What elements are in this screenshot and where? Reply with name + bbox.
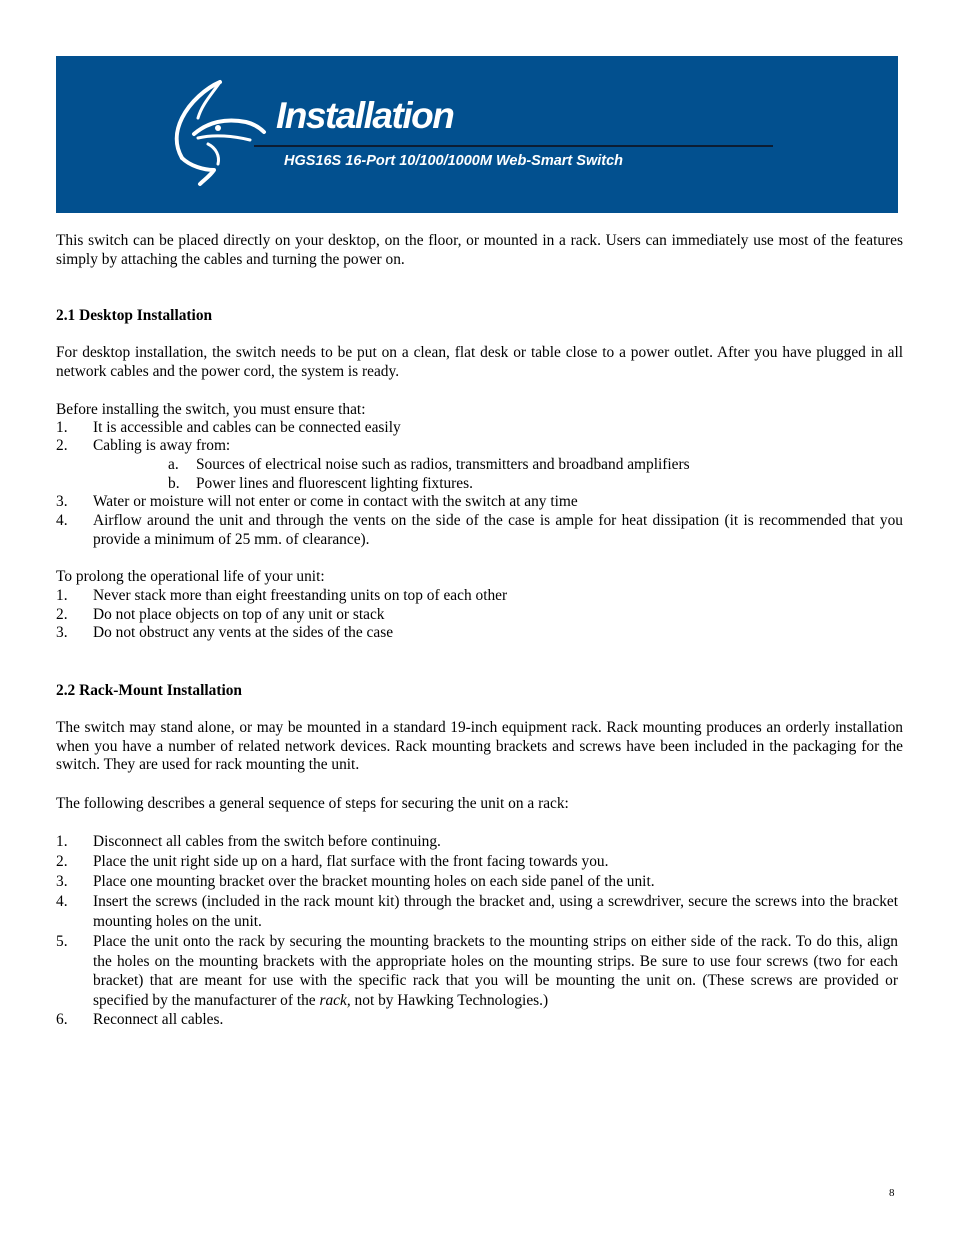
section-heading-desktop: 2.1 Desktop Installation [56,307,213,324]
eagle-head-icon [168,74,268,189]
page-number: 8 [889,1187,895,1199]
section-heading-rack: 2.2 Rack-Mount Installation [56,682,242,699]
banner-title: Installation [276,95,454,136]
rack-emphasis: rack [319,992,347,1010]
steps-intro: The following describes a general sequence of steps for securing the unit on a rack: [56,795,569,812]
ensure-intro: Before installing the switch, you must ensure that: [56,401,366,418]
desktop-paragraph: For desktop installation, the switch needs to be put on a clean, flat desk or table close to a power outlet. After you have plugged in all network cables and the power cord, the system is ready. [56,344,903,380]
header-banner [56,56,898,213]
banner-divider [254,145,773,147]
prolong-intro: To prolong the operational life of your unit: [56,568,325,585]
banner-subtitle: HGS16S 16-Port 10/100/1000M Web-Smart Switch [284,153,624,169]
rack-paragraph: The switch may stand alone, or may be mounted in a standard 19-inch equipment rack. Rack mounting produces an orderly installation when you have a number of related network devices. Rack mounting brackets and screws have been included in the packaging for the switch. They are used for rack mounting the unit. [56,719,903,774]
intro-paragraph: This switch can be placed directly on your desktop, on the floor, or mounted in a rack. Users can immediately use most of the features simply by attaching the cables and turning the power on. [56,232,903,268]
